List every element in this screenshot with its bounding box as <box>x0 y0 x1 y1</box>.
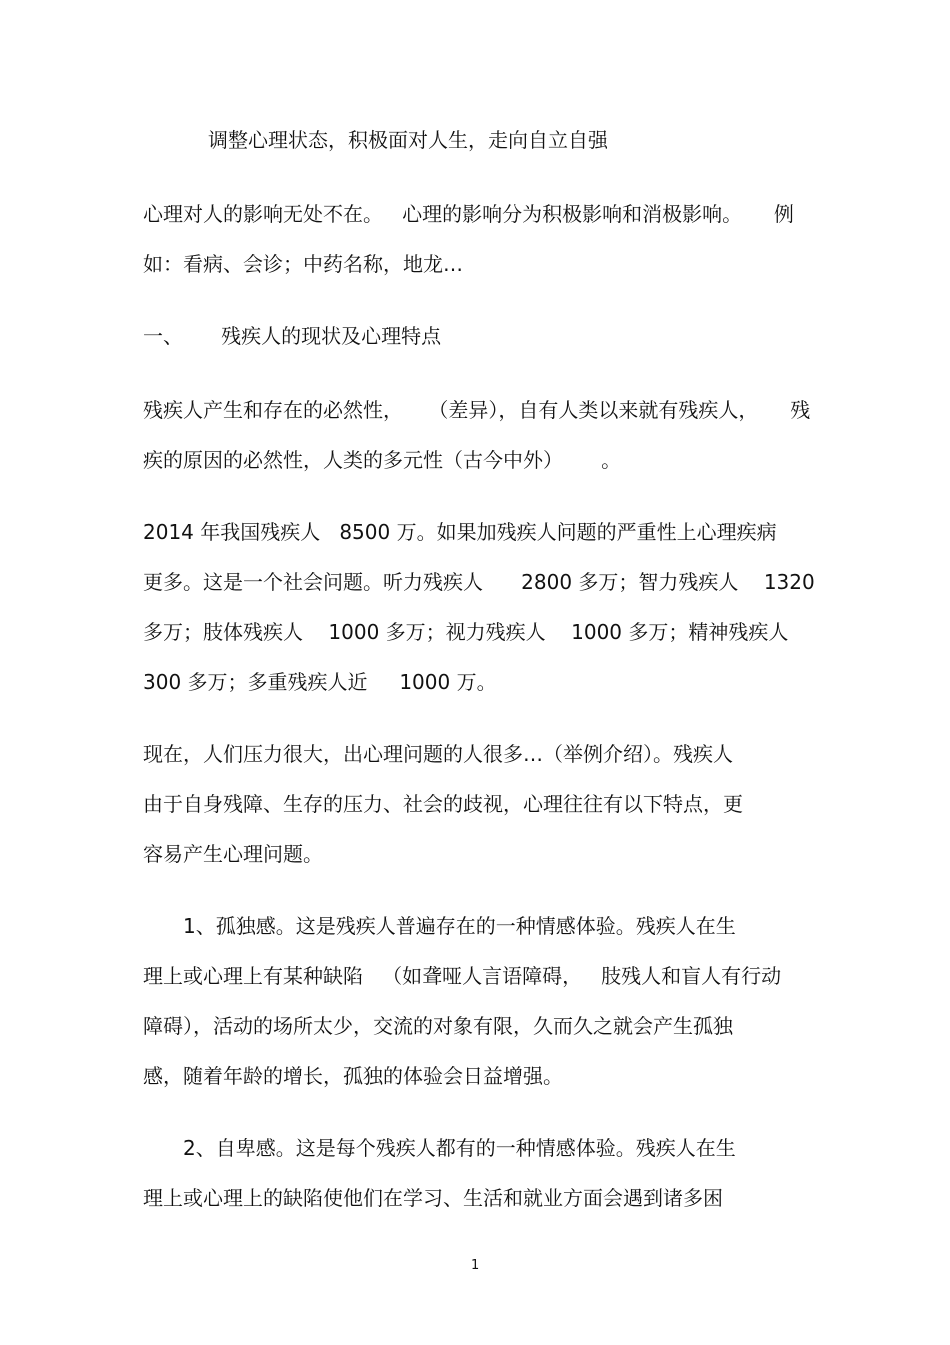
para1-line-1: 残疾人产生和存在的必然性， （差异），自有人类以来就有残疾人， 残 <box>143 398 811 422</box>
para2-line-2: 更多。这是一个社会问题。听力残疾人 2800 多万；智力残疾人 1320 <box>143 570 815 594</box>
item1-line-2: 理上或心理上有某种缺陷 （如聋哑人言语障碍， 肢残人和盲人有行动 <box>143 964 782 988</box>
document-title: 调整心理状态，积极面对人生，走向自立自强 <box>208 128 608 152</box>
item1-line-3: 障碍），活动的场所太少，交流的对象有限，久而久之就会产生孤独 <box>143 1014 733 1038</box>
section-heading: 一、 残疾人的现状及心理特点 <box>143 324 442 348</box>
para2-line-4: 300 多万；多重残疾人近 1000 万。 <box>143 670 497 694</box>
intro-line-2: 如：看病、会诊；中药名称，地龙… <box>143 252 463 276</box>
para2-line-3: 多万；肢体残疾人 1000 多万；视力残疾人 1000 多万；精神残疾人 <box>143 620 789 644</box>
page-number: 1 <box>471 1258 480 1273</box>
para3-line-3: 容易产生心理问题。 <box>143 842 323 866</box>
para3-line-1: 现在，人们压力很大，出心理问题的人很多…（举例介绍）。残疾人 <box>143 742 733 766</box>
item1-line-1: 1、孤独感。这是残疾人普遍存在的一种情感体验。残疾人在生 <box>183 914 736 938</box>
para3-line-2: 由于自身残障、生存的压力、社会的歧视，心理往往有以下特点，更 <box>143 792 743 816</box>
para1-line-2: 疾的原因的必然性，人类的多元性（古今中外） 。 <box>143 448 622 472</box>
item1-line-4: 感，随着年龄的增长，孤独的体验会日益增强。 <box>143 1064 563 1088</box>
item2-line-2: 理上或心理上的缺陷使他们在学习、生活和就业方面会遇到诸多困 <box>143 1186 723 1210</box>
para2-line-1: 2014 年我国残疾人 8500 万。如果加残疾人问题的严重性上心理疾病 <box>143 520 777 544</box>
item2-line-1: 2、自卑感。这是每个残疾人都有的一种情感体验。残疾人在生 <box>183 1136 736 1160</box>
intro-line-1: 心理对人的影响无处不在。 心理的影响分为积极影响和消极影响。 例 <box>143 202 794 226</box>
